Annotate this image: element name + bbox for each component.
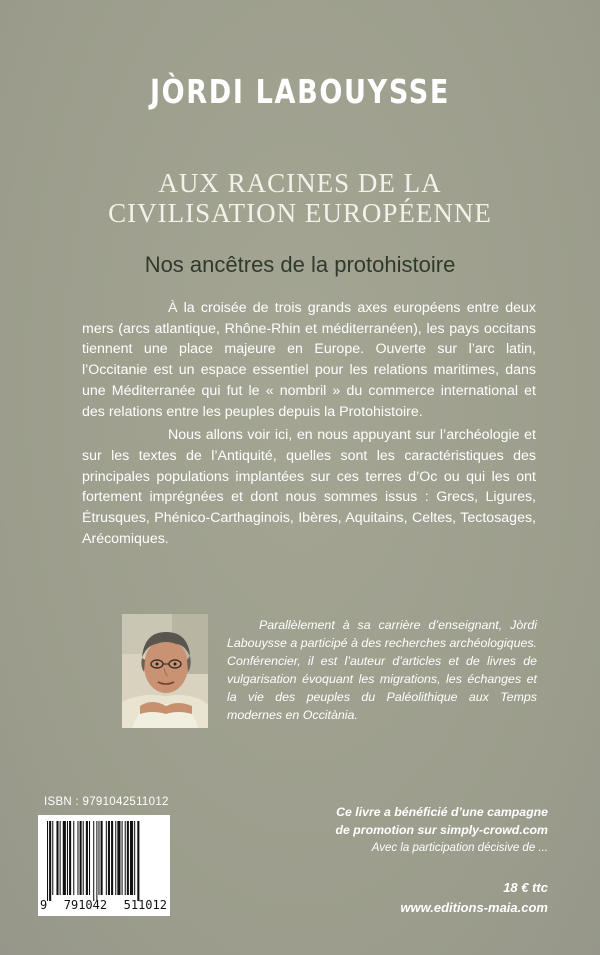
barcode-digit-group-2: 511012 [123,898,167,912]
barcode-bar [127,821,129,895]
book-summary [82,298,536,549]
barcode-bar [73,821,74,895]
book-subtitle: Nos ancêtres de la protohistoire [144,252,456,277]
barcode-bar [86,821,88,895]
barcode-bar [106,821,107,895]
barcode-digit-prefix: 9 [40,898,48,912]
crowdfunding-line-2: de promotion sur simply-crowd.com [335,823,548,837]
barcode-bar [134,821,135,895]
barcode-bar [117,821,120,895]
barcode-bar [130,821,133,895]
barcode-bar [122,821,123,895]
barcode-bar [115,821,116,895]
summary-paragraph-2: Nous allons voir ici, en nous appuyant sur l’archéologie et sur les textes de l’Antiquité, quelles sont les caractéristiques des principales populations implantées sur ces terres d’Oc ou qui les ont fortement imprégnées et dont nous sommes issus : Grecs, Ligures, Étrusques, Phénico-Carthaginois, Ibères, Aquitains, Celtes, Tectosages, Arécomiques. [82,427,536,547]
barcode-digit-group-1: 791042 [63,898,108,912]
book-title-line-2: CIVILISATION EUROPÉENNE [108,198,492,228]
barcode-bar [98,821,99,895]
barcode-bar [137,821,139,901]
barcode-bar [52,821,53,895]
barcode-bar [63,821,66,895]
barcode-bar [101,821,103,895]
barcode-bar [83,821,84,895]
crowdfunding-line-1: Ce livre a bénéficié d’une campagne [336,805,548,819]
bio-text: Parallèlement à sa carrière d’enseignant, Jòrdi Labouysse a participé à des recherches archéologiques. Conférencier, il est l’auteur d’articles et de livres de vulgarisation évoquant les migrations, les échanges et la vie des peuples du Paléolithique aux Temps modernes en Occitània. [227,618,537,722]
barcode-bar [49,821,51,901]
barcode-bar [56,821,58,895]
barcode-bar [111,821,113,895]
participation-note: Avec la participation décisive de ... [371,842,548,854]
barcode-bar [69,821,71,895]
barcode-bar [89,821,90,895]
author-name: JÒRDI LABOUYSSE [149,72,451,111]
barcode-bar [80,821,82,895]
book-title-line-1: AUX RACINES DE LA [158,168,442,198]
barcode-digits [38,898,170,912]
price: 18 € ttc [503,880,548,895]
author-portrait-illustration [122,614,208,728]
isbn-label: ISBN : 9791042511012 [44,796,169,808]
barcode-bar [67,821,68,895]
author-photo [122,614,208,728]
barcode-bar [108,821,110,895]
barcode-bar [125,821,126,895]
author-biography [227,616,537,724]
summary-paragraph-1: À la croisée de trois grands axes européens entre deux mers (arcs atlantique, Rhône-Rhin et méditerranéen), les pays occitans tiennent une place majeure en Europe. Ouverte sur l’arc latin, l’Occitanie est un espace essentiel pour les relations maritimes, dans une Méditerranée qui fut le « nombril » du commerce international et des relations entre les peuples depuis la Protohistoire. [82,300,536,420]
isbn-barcode [38,815,170,916]
barcode-bar [60,821,61,895]
barcode-bar [93,821,94,901]
publisher-website[interactable]: www.editions-maia.com [400,900,548,915]
barcode-bar [47,821,48,901]
crowdfunding-notice [288,803,548,839]
barcode-bar [96,821,97,901]
barcode-bar [77,821,78,895]
